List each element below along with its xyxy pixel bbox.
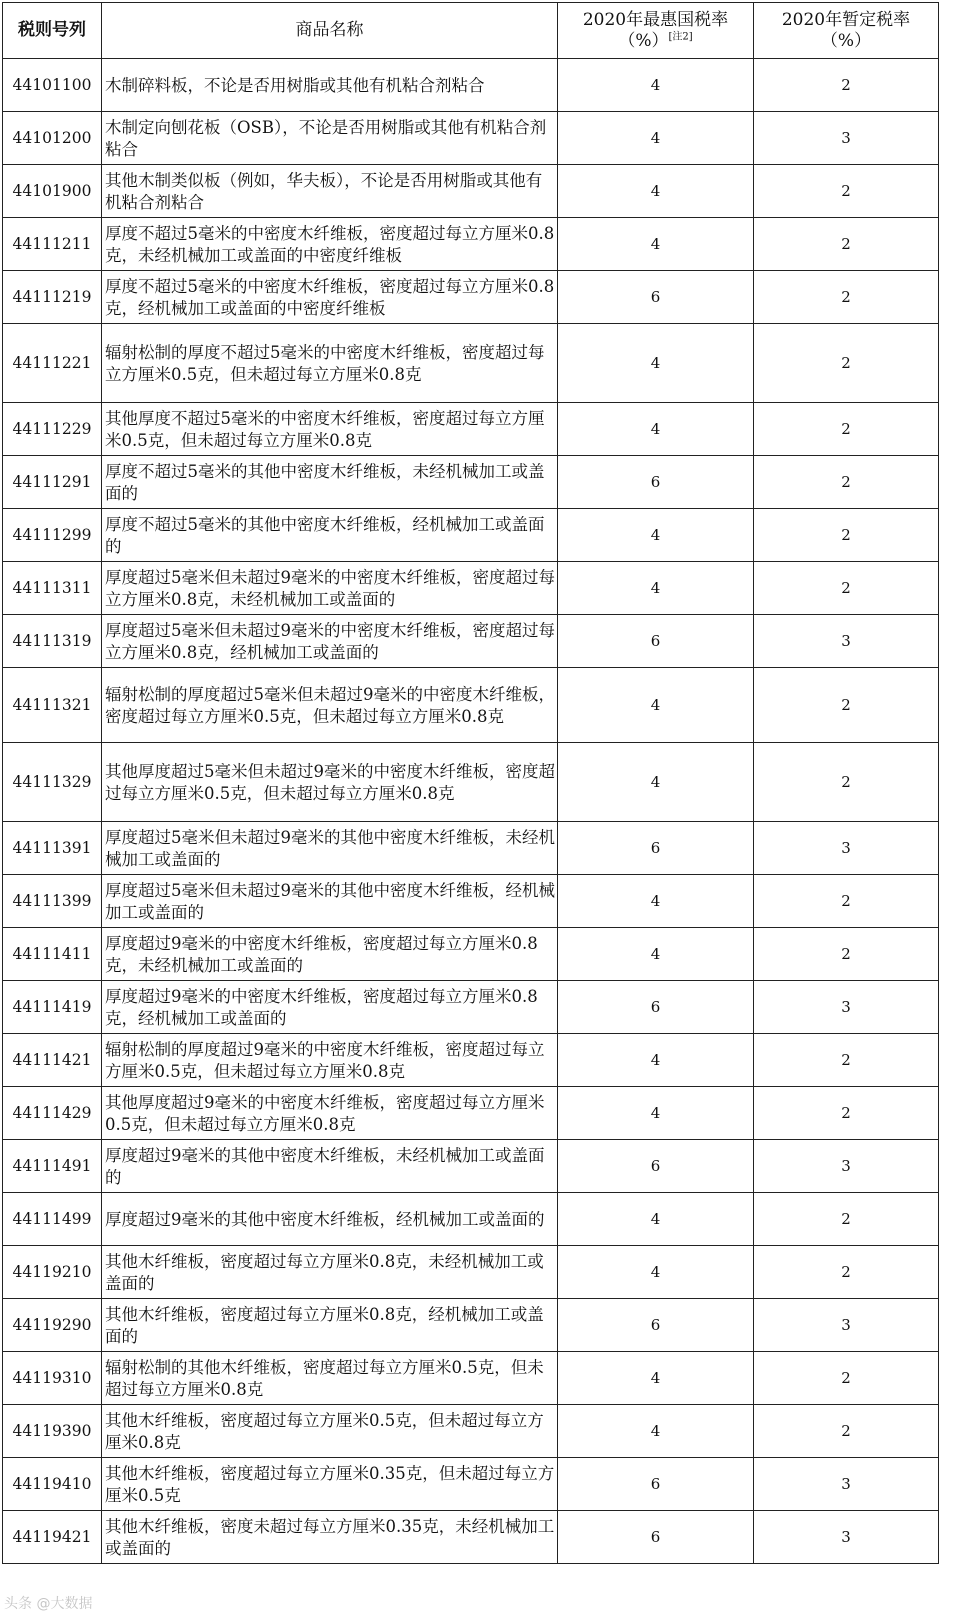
mfn-rate-cell: 4 xyxy=(558,875,754,928)
mfn-rate-cell: 6 xyxy=(558,615,754,668)
provisional-rate-cell: 3 xyxy=(754,1140,939,1193)
tariff-code-cell: 44119421 xyxy=(3,1511,102,1564)
table-row xyxy=(3,324,939,403)
mfn-rate-cell: 6 xyxy=(558,822,754,875)
mfn-rate-cell: 4 xyxy=(558,112,754,165)
table-row xyxy=(3,1511,939,1564)
provisional-rate-cell: 3 xyxy=(754,822,939,875)
provisional-rate-cell: 2 xyxy=(754,562,939,615)
product-name-cell: 厚度不超过5毫米的其他中密度木纤维板，经机械加工或盖面的 xyxy=(102,509,558,562)
tariff-code-cell: 44111499 xyxy=(3,1193,102,1246)
table-row xyxy=(3,1087,939,1140)
table-row xyxy=(3,1140,939,1193)
tariff-code-cell: 44111329 xyxy=(3,743,102,822)
table-body xyxy=(3,59,939,1564)
product-name-cell: 厚度超过5毫米但未超过9毫米的中密度木纤维板，密度超过每立方厘米0.8克，未经机械加工或盖面的 xyxy=(102,562,558,615)
product-name-cell: 厚度超过9毫米的中密度木纤维板，密度超过每立方厘米0.8克，经机械加工或盖面的 xyxy=(102,981,558,1034)
tariff-code-cell: 44111399 xyxy=(3,875,102,928)
mfn-rate-cell: 4 xyxy=(558,509,754,562)
provisional-rate-cell: 2 xyxy=(754,743,939,822)
tariff-code-cell: 44111221 xyxy=(3,324,102,403)
tariff-code-cell: 44111291 xyxy=(3,456,102,509)
mfn-rate-cell: 4 xyxy=(558,324,754,403)
product-name-cell: 木制定向刨花板（OSB），不论是否用树脂或其他有机粘合剂粘合 xyxy=(102,112,558,165)
provisional-rate-cell: 3 xyxy=(754,1458,939,1511)
product-name-cell: 辐射松制的厚度超过9毫米的中密度木纤维板，密度超过每立方厘米0.5克，但未超过每立方厘米0.8克 xyxy=(102,1034,558,1087)
provisional-rate-cell: 2 xyxy=(754,218,939,271)
table-row xyxy=(3,668,939,743)
provisional-rate-cell: 3 xyxy=(754,1511,939,1564)
product-name-cell: 厚度超过5毫米但未超过9毫米的其他中密度木纤维板，经机械加工或盖面的 xyxy=(102,875,558,928)
tariff-code-cell: 44119290 xyxy=(3,1299,102,1352)
mfn-rate-cell: 4 xyxy=(558,1246,754,1299)
product-name-cell: 辐射松制的厚度不超过5毫米的中密度木纤维板，密度超过每立方厘米0.5克，但未超过每立方厘米0.8克 xyxy=(102,324,558,403)
product-name-cell: 其他厚度不超过5毫米的中密度木纤维板，密度超过每立方厘米0.5克，但未超过每立方厘米0.8克 xyxy=(102,403,558,456)
product-name-cell: 辐射松制的厚度超过5毫米但未超过9毫米的中密度木纤维板，密度超过每立方厘米0.5克，但未超过每立方厘米0.8克 xyxy=(102,668,558,743)
mfn-rate-cell: 6 xyxy=(558,456,754,509)
provisional-rate-cell: 2 xyxy=(754,1246,939,1299)
provisional-rate-cell: 2 xyxy=(754,165,939,218)
product-name-cell: 厚度超过9毫米的其他中密度木纤维板，经机械加工或盖面的 xyxy=(102,1193,558,1246)
tariff-table xyxy=(2,2,939,1564)
tariff-code-cell: 44111429 xyxy=(3,1087,102,1140)
table-row xyxy=(3,928,939,981)
mfn-rate-cell: 4 xyxy=(558,1352,754,1405)
provisional-rate-cell: 2 xyxy=(754,875,939,928)
mfn-rate-cell: 6 xyxy=(558,1458,754,1511)
table-row xyxy=(3,1299,939,1352)
provisional-rate-cell: 3 xyxy=(754,112,939,165)
provisional-rate-cell: 2 xyxy=(754,1193,939,1246)
tariff-code-cell: 44111219 xyxy=(3,271,102,324)
header-mfn-rate xyxy=(558,3,754,59)
tariff-code-cell: 44111411 xyxy=(3,928,102,981)
table-row xyxy=(3,1458,939,1511)
mfn-rate-cell: 4 xyxy=(558,743,754,822)
provisional-rate-cell: 2 xyxy=(754,668,939,743)
header-tariff-code: 税则号列 xyxy=(3,3,102,59)
provisional-rate-cell: 2 xyxy=(754,928,939,981)
table-header-row xyxy=(3,3,939,59)
table-row xyxy=(3,875,939,928)
mfn-rate-cell: 4 xyxy=(558,403,754,456)
provisional-rate-cell: 2 xyxy=(754,1405,939,1458)
product-name-cell: 其他厚度超过9毫米的中密度木纤维板，密度超过每立方厘米0.5克，但未超过每立方厘米0.8克 xyxy=(102,1087,558,1140)
tariff-code-cell: 44119210 xyxy=(3,1246,102,1299)
table-row xyxy=(3,1246,939,1299)
provisional-rate-cell: 2 xyxy=(754,59,939,112)
tariff-code-cell: 44119310 xyxy=(3,1352,102,1405)
tariff-code-cell: 44111421 xyxy=(3,1034,102,1087)
provisional-rate-cell: 2 xyxy=(754,509,939,562)
mfn-rate-cell: 6 xyxy=(558,1140,754,1193)
product-name-cell: 厚度不超过5毫米的其他中密度木纤维板，未经机械加工或盖面的 xyxy=(102,456,558,509)
product-name-cell: 木制碎料板，不论是否用树脂或其他有机粘合剂粘合 xyxy=(102,59,558,112)
provisional-rate-cell: 2 xyxy=(754,1087,939,1140)
product-name-cell: 其他木纤维板，密度超过每立方厘米0.5克，但未超过每立方厘米0.8克 xyxy=(102,1405,558,1458)
table-row xyxy=(3,218,939,271)
product-name-cell: 其他厚度超过5毫米但未超过9毫米的中密度木纤维板，密度超过每立方厘米0.5克，但未超过每立方厘米0.8克 xyxy=(102,743,558,822)
provisional-rate-cell: 2 xyxy=(754,1034,939,1087)
footnote-marker: [注2] xyxy=(668,30,693,42)
header-product-name: 商品名称 xyxy=(102,3,558,59)
product-name-cell: 厚度不超过5毫米的中密度木纤维板，密度超过每立方厘米0.8克，经机械加工或盖面的中密度纤维板 xyxy=(102,271,558,324)
product-name-cell: 厚度超过5毫米但未超过9毫米的中密度木纤维板，密度超过每立方厘米0.8克，经机械加工或盖面的 xyxy=(102,615,558,668)
mfn-rate-cell: 6 xyxy=(558,981,754,1034)
tariff-code-cell: 44111319 xyxy=(3,615,102,668)
table-row xyxy=(3,403,939,456)
table-row xyxy=(3,165,939,218)
product-name-cell: 厚度超过5毫米但未超过9毫米的其他中密度木纤维板，未经机械加工或盖面的 xyxy=(102,822,558,875)
product-name-cell: 其他木制类似板（例如，华夫板），不论是否用树脂或其他有机粘合剂粘合 xyxy=(102,165,558,218)
provisional-rate-cell: 2 xyxy=(754,271,939,324)
mfn-rate-cell: 4 xyxy=(558,1034,754,1087)
table-row xyxy=(3,1034,939,1087)
tariff-code-cell: 44119390 xyxy=(3,1405,102,1458)
mfn-rate-cell: 4 xyxy=(558,1087,754,1140)
tariff-code-cell: 44111299 xyxy=(3,509,102,562)
product-name-cell: 其他木纤维板，密度超过每立方厘米0.8克，未经机械加工或盖面的 xyxy=(102,1246,558,1299)
mfn-rate-cell: 4 xyxy=(558,165,754,218)
table-row xyxy=(3,59,939,112)
product-name-cell: 厚度不超过5毫米的中密度木纤维板，密度超过每立方厘米0.8克，未经机械加工或盖面的中密度纤维板 xyxy=(102,218,558,271)
table-row xyxy=(3,615,939,668)
table-row xyxy=(3,1352,939,1405)
header-provisional-rate xyxy=(754,3,939,59)
table-row xyxy=(3,743,939,822)
product-name-cell: 其他木纤维板，密度超过每立方厘米0.35克，但未超过每立方厘米0.5克 xyxy=(102,1458,558,1511)
mfn-rate-cell: 4 xyxy=(558,668,754,743)
tariff-code-cell: 44119410 xyxy=(3,1458,102,1511)
provisional-rate-cell: 2 xyxy=(754,1352,939,1405)
table-row xyxy=(3,1405,939,1458)
tariff-code-cell: 44101900 xyxy=(3,165,102,218)
tariff-code-cell: 44111229 xyxy=(3,403,102,456)
mfn-rate-cell: 4 xyxy=(558,59,754,112)
tariff-code-cell: 44111321 xyxy=(3,668,102,743)
mfn-rate-cell: 6 xyxy=(558,271,754,324)
table-row xyxy=(3,112,939,165)
header-provisional-rate-title: 2020年暂定税率 xyxy=(781,9,911,30)
tariff-code-cell: 44101100 xyxy=(3,59,102,112)
table-row xyxy=(3,1193,939,1246)
product-name-cell: 辐射松制的其他木纤维板，密度超过每立方厘米0.5克，但未超过每立方厘米0.8克 xyxy=(102,1352,558,1405)
mfn-rate-cell: 4 xyxy=(558,1193,754,1246)
mfn-rate-cell: 4 xyxy=(558,928,754,981)
tariff-code-cell: 44111391 xyxy=(3,822,102,875)
provisional-rate-cell: 3 xyxy=(754,615,939,668)
mfn-rate-cell: 4 xyxy=(558,1405,754,1458)
watermark: 头条 @大数据 xyxy=(4,1596,93,1612)
table-row xyxy=(3,822,939,875)
tariff-code-cell: 44111211 xyxy=(3,218,102,271)
product-name-cell: 其他木纤维板，密度超过每立方厘米0.8克，经机械加工或盖面的 xyxy=(102,1299,558,1352)
product-name-cell: 其他木纤维板，密度未超过每立方厘米0.35克，未经机械加工或盖面的 xyxy=(102,1511,558,1564)
table-row xyxy=(3,562,939,615)
mfn-rate-cell: 4 xyxy=(558,218,754,271)
provisional-rate-cell: 3 xyxy=(754,981,939,1034)
product-name-cell: 厚度超过9毫米的其他中密度木纤维板，未经机械加工或盖面的 xyxy=(102,1140,558,1193)
tariff-table-page xyxy=(2,2,938,1564)
mfn-rate-cell: 6 xyxy=(558,1299,754,1352)
mfn-rate-cell: 6 xyxy=(558,1511,754,1564)
provisional-rate-cell: 2 xyxy=(754,456,939,509)
header-mfn-rate-unit: （%）[注2] xyxy=(618,30,693,51)
tariff-code-cell: 44111419 xyxy=(3,981,102,1034)
provisional-rate-cell: 2 xyxy=(754,324,939,403)
provisional-rate-cell: 3 xyxy=(754,1299,939,1352)
table-row xyxy=(3,456,939,509)
product-name-cell: 厚度超过9毫米的中密度木纤维板，密度超过每立方厘米0.8克，未经机械加工或盖面的 xyxy=(102,928,558,981)
table-row xyxy=(3,509,939,562)
tariff-code-cell: 44101200 xyxy=(3,112,102,165)
table-row xyxy=(3,981,939,1034)
tariff-code-cell: 44111491 xyxy=(3,1140,102,1193)
header-mfn-rate-title: 2020年最惠国税率 xyxy=(582,9,729,30)
header-provisional-rate-unit: （%） xyxy=(820,30,872,51)
tariff-code-cell: 44111311 xyxy=(3,562,102,615)
mfn-rate-cell: 4 xyxy=(558,562,754,615)
table-row xyxy=(3,271,939,324)
provisional-rate-cell: 2 xyxy=(754,403,939,456)
